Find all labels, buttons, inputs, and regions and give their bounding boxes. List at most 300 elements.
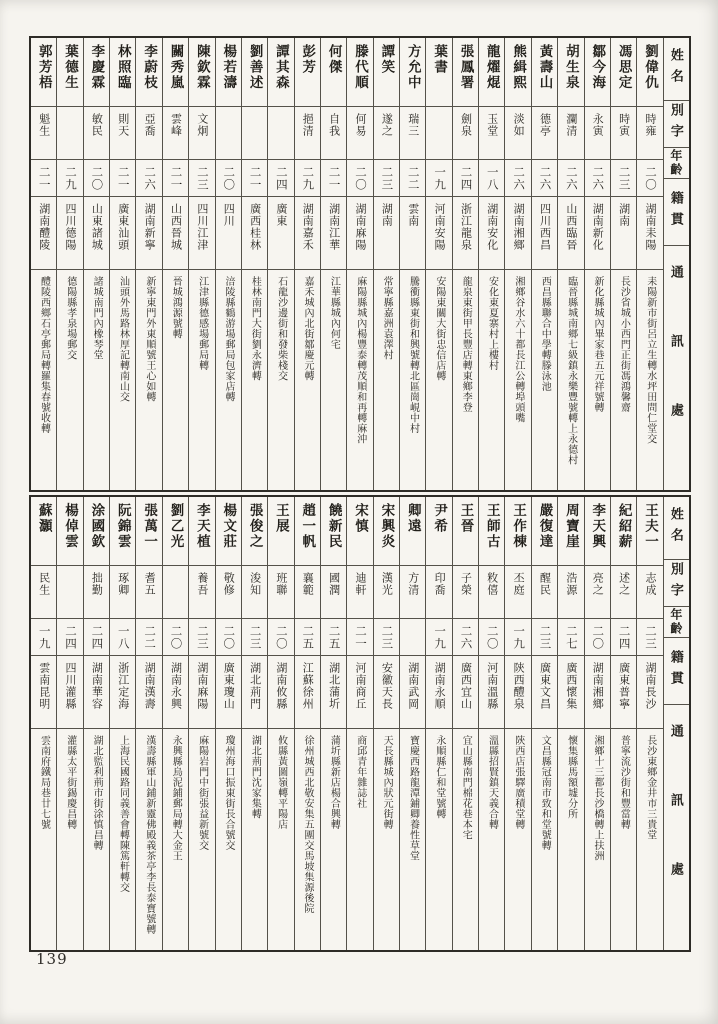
cell-age bbox=[163, 160, 188, 197]
name-text: 鄒今海 bbox=[590, 44, 606, 91]
addr-text: 新化縣城內畢家巷五元祥號轉 bbox=[591, 276, 603, 413]
person-column bbox=[215, 497, 241, 950]
cell-zi bbox=[321, 107, 346, 160]
row-header-label: 通訊處 bbox=[668, 264, 684, 472]
cell-name bbox=[374, 497, 399, 566]
row-header-cell-zi bbox=[664, 101, 689, 148]
person-column bbox=[610, 497, 636, 950]
cell-name bbox=[242, 497, 267, 566]
addr-text: 石龍沙邊街和發柴棧交 bbox=[275, 276, 287, 381]
cell-addr bbox=[84, 270, 109, 490]
age-text: 二四 bbox=[617, 625, 630, 650]
native-text: 湖南麻陽 bbox=[195, 662, 208, 710]
cell-native bbox=[479, 197, 504, 270]
cell-native bbox=[426, 656, 451, 729]
age-text: 二六 bbox=[512, 166, 525, 191]
age-text: 二〇 bbox=[591, 625, 604, 650]
cell-age bbox=[532, 619, 557, 656]
cell-addr bbox=[426, 270, 451, 490]
row-header-cell-addr bbox=[664, 246, 689, 490]
cell-age bbox=[374, 619, 399, 656]
cell-addr bbox=[453, 270, 478, 490]
addr-text: 常寧縣嘉洲袁澤村 bbox=[381, 276, 393, 360]
age-text: 一九 bbox=[512, 625, 525, 650]
addr-text: 陝西店張驛廣積堂轉 bbox=[512, 735, 524, 830]
zi-text: 何易 bbox=[354, 113, 366, 137]
cell-name bbox=[216, 497, 241, 566]
cell-zi bbox=[637, 566, 662, 619]
cell-zi bbox=[347, 566, 372, 619]
cell-addr bbox=[426, 729, 451, 950]
cell-name bbox=[611, 497, 636, 566]
cell-age bbox=[400, 619, 425, 656]
cell-zi bbox=[216, 107, 241, 160]
row-header-cell-name bbox=[664, 38, 689, 101]
cell-zi bbox=[163, 107, 188, 160]
addr-text: 湖北監利荊市街涂慎昌轉 bbox=[91, 735, 103, 851]
name-text: 王作棟 bbox=[511, 503, 527, 550]
person-column bbox=[188, 497, 214, 950]
cell-zi bbox=[321, 566, 346, 619]
name-text: 彭芳 bbox=[300, 44, 316, 75]
age-text: 二〇 bbox=[90, 166, 103, 191]
native-text: 湖南湘鄉 bbox=[512, 203, 525, 251]
native-text: 湖南麻陽 bbox=[354, 203, 366, 251]
addr-text: 徐州城西北敬安集五團交馬坡集源後院 bbox=[302, 735, 314, 914]
cell-name bbox=[136, 38, 161, 107]
native-text: 廣東文昌 bbox=[538, 662, 551, 710]
zi-text: 魁生 bbox=[37, 113, 50, 137]
addr-text: 文昌縣冠南市致和堂號轉 bbox=[539, 735, 551, 851]
row-header-column bbox=[663, 497, 689, 950]
person-column bbox=[399, 497, 425, 950]
cell-addr bbox=[136, 729, 161, 950]
cell-native bbox=[453, 656, 478, 729]
age-text: 二〇 bbox=[354, 166, 366, 191]
zi-text: 國潤 bbox=[327, 572, 340, 596]
addr-text: 汕頭外馬路林厚記轉南山交 bbox=[117, 276, 129, 402]
cell-age bbox=[347, 619, 372, 656]
person-column bbox=[557, 497, 583, 950]
cell-addr bbox=[321, 270, 346, 490]
name-text: 蘇灝 bbox=[36, 503, 52, 534]
age-text: 二一 bbox=[169, 166, 182, 191]
name-text: 李天興 bbox=[590, 503, 606, 550]
person-column bbox=[346, 38, 372, 490]
zi-text: 浩源 bbox=[564, 572, 577, 596]
cell-age bbox=[637, 619, 662, 656]
person-column bbox=[215, 38, 241, 490]
cell-addr bbox=[532, 729, 557, 950]
age-text: 二七 bbox=[564, 625, 577, 650]
name-text: 龍燿焜 bbox=[484, 44, 500, 91]
cell-age bbox=[268, 160, 293, 197]
cell-name bbox=[110, 38, 135, 107]
cell-age bbox=[295, 160, 320, 197]
cell-age bbox=[347, 160, 372, 197]
person-column bbox=[452, 38, 478, 490]
addr-text: 醴陵西鄉石亭郵局轉羅集春號收轉 bbox=[38, 276, 50, 434]
cell-zi bbox=[189, 107, 214, 160]
row-header-cell-name bbox=[664, 497, 689, 560]
cell-native bbox=[295, 656, 320, 729]
name-text: 趙一帆 bbox=[300, 503, 316, 550]
cell-age bbox=[242, 619, 267, 656]
age-text: 二四 bbox=[64, 625, 77, 650]
native-text: 浙江定海 bbox=[116, 662, 129, 710]
native-text: 雲南 bbox=[406, 203, 419, 227]
row-header-cell-native bbox=[664, 179, 689, 246]
name-text: 譚笑 bbox=[379, 44, 395, 75]
person-column bbox=[425, 38, 451, 490]
addr-text: 蒲圻縣新店楊合興轉 bbox=[328, 735, 340, 830]
native-text: 湖北荊門 bbox=[248, 662, 261, 710]
cell-zi bbox=[347, 107, 372, 160]
name-text: 張萬一 bbox=[142, 503, 158, 550]
name-text: 李天植 bbox=[194, 503, 210, 550]
cell-native bbox=[57, 197, 82, 270]
addr-text: 臨晉縣城南鄉七級鎮永樂豐號轉上永德村 bbox=[565, 276, 577, 465]
age-text: 一九 bbox=[37, 625, 50, 650]
cell-zi bbox=[400, 107, 425, 160]
cell-age bbox=[216, 160, 241, 197]
age-text: 二六 bbox=[143, 166, 156, 191]
zi-text: 班聯 bbox=[274, 572, 287, 596]
row-header-label: 別字 bbox=[668, 562, 684, 604]
cell-native bbox=[321, 656, 346, 729]
addr-text: 上海民國路同義善會轉陳篤軒轉交 bbox=[117, 735, 129, 893]
addr-text: 安陽東關大街忠信店轉 bbox=[433, 276, 445, 381]
cell-native bbox=[136, 656, 161, 729]
addr-text: 雲南府鐵局巷廿七號 bbox=[38, 735, 50, 830]
cell-addr bbox=[611, 729, 636, 950]
cell-name bbox=[84, 497, 109, 566]
cell-age bbox=[57, 160, 82, 197]
age-text: 二九 bbox=[64, 166, 77, 191]
cell-native bbox=[558, 197, 583, 270]
zi-text: 亮之 bbox=[591, 572, 604, 596]
addr-text: 耒陽新市街呂立生轉水坪田問仁堂交 bbox=[644, 276, 656, 444]
name-text: 涂國欽 bbox=[89, 503, 105, 550]
addr-text: 麻陽縣城內楊豐泰轉茂順和再轉麻沖 bbox=[354, 276, 366, 444]
cell-native bbox=[216, 656, 241, 729]
person-column bbox=[267, 497, 293, 950]
addr-text: 江華縣城內何宅 bbox=[328, 276, 340, 350]
cell-addr bbox=[374, 729, 399, 950]
native-text: 四川 bbox=[222, 203, 235, 227]
zi-text: 瑞三 bbox=[406, 113, 419, 137]
name-text: 譚其森 bbox=[273, 44, 289, 91]
cell-zi bbox=[268, 566, 293, 619]
cell-age bbox=[479, 619, 504, 656]
cell-native bbox=[110, 197, 135, 270]
zi-text: 浚知 bbox=[248, 572, 261, 596]
cell-zi bbox=[57, 107, 82, 160]
age-text: 二二 bbox=[143, 625, 156, 650]
addr-text: 長沙省城小西門正街馮鴻馨齋 bbox=[618, 276, 630, 413]
person-column bbox=[241, 497, 267, 950]
cell-zi bbox=[532, 566, 557, 619]
cell-name bbox=[31, 38, 56, 107]
name-text: 何傑 bbox=[326, 44, 342, 75]
addr-text: 天長縣城內狀元街轉 bbox=[381, 735, 393, 830]
cell-zi bbox=[216, 566, 241, 619]
cell-age bbox=[189, 619, 214, 656]
cell-addr bbox=[637, 729, 662, 950]
cell-zi bbox=[558, 107, 583, 160]
cell-zi bbox=[400, 566, 425, 619]
native-text: 山西臨晉 bbox=[564, 203, 577, 251]
zi-text: 醒民 bbox=[538, 572, 551, 596]
cell-zi bbox=[242, 107, 267, 160]
addr-text: 瓊州海口振東街長合號交 bbox=[222, 735, 234, 851]
cell-native bbox=[426, 197, 451, 270]
person-column bbox=[373, 497, 399, 950]
zi-text: 敏民 bbox=[90, 113, 103, 137]
addr-text: 宜山縣南門棉花巷本宅 bbox=[460, 735, 472, 840]
name-text: 周寶崖 bbox=[563, 503, 579, 550]
native-text: 廣東 bbox=[274, 203, 287, 227]
person-column bbox=[636, 497, 662, 950]
cell-addr bbox=[216, 270, 241, 490]
cell-zi bbox=[532, 107, 557, 160]
cell-native bbox=[611, 197, 636, 270]
cell-addr bbox=[453, 729, 478, 950]
cell-name bbox=[558, 38, 583, 107]
cell-native bbox=[31, 656, 56, 729]
name-text: 劉善述 bbox=[247, 44, 263, 91]
cell-name bbox=[374, 38, 399, 107]
age-text: 二六 bbox=[591, 166, 604, 191]
addr-text: 龍泉東街甲長豐店轉東鄉李登 bbox=[460, 276, 472, 413]
person-column bbox=[294, 38, 320, 490]
addr-text: 江津縣德感場郵局轉 bbox=[196, 276, 208, 371]
cell-name bbox=[347, 38, 372, 107]
cell-name bbox=[136, 497, 161, 566]
age-text: 二一 bbox=[116, 166, 129, 191]
cell-zi bbox=[374, 566, 399, 619]
native-text: 廣東汕頭 bbox=[116, 203, 129, 251]
cell-native bbox=[400, 197, 425, 270]
cell-zi bbox=[374, 107, 399, 160]
zi-text: 敉僖 bbox=[485, 572, 498, 596]
cell-native bbox=[374, 197, 399, 270]
zi-text: 耆五 bbox=[143, 572, 156, 596]
age-text: 二三 bbox=[538, 625, 551, 650]
cell-name bbox=[558, 497, 583, 566]
cell-native bbox=[558, 656, 583, 729]
row-header-cell-zi bbox=[664, 560, 689, 607]
zi-text: 自我 bbox=[327, 113, 340, 137]
native-text: 湖南攸縣 bbox=[274, 662, 287, 710]
name-text: 宋興炎 bbox=[379, 503, 395, 550]
addr-text: 普寧流沙街和豐當轉 bbox=[618, 735, 630, 830]
name-text: 李慶霖 bbox=[89, 44, 105, 91]
addr-text: 安化東夏寨村上樓村 bbox=[486, 276, 498, 371]
age-text: 二〇 bbox=[485, 625, 498, 650]
name-text: 卿遠 bbox=[405, 503, 421, 534]
native-text: 河南商丘 bbox=[354, 662, 366, 710]
native-text: 浙江龍泉 bbox=[459, 203, 472, 251]
cell-addr bbox=[347, 729, 372, 950]
native-text: 河南溫縣 bbox=[485, 662, 498, 710]
row-header-label: 姓名 bbox=[668, 507, 684, 549]
age-text: 二三 bbox=[643, 625, 656, 650]
person-column bbox=[504, 497, 530, 950]
age-text: 二五 bbox=[327, 625, 340, 650]
cell-zi bbox=[505, 107, 530, 160]
zi-text: 瀾清 bbox=[564, 113, 577, 137]
native-text: 湖南嘉禾 bbox=[301, 203, 314, 251]
age-text: 一九 bbox=[433, 166, 446, 191]
cell-native bbox=[611, 656, 636, 729]
cell-addr bbox=[110, 729, 135, 950]
person-column bbox=[162, 497, 188, 950]
cell-native bbox=[295, 197, 320, 270]
person-column bbox=[584, 497, 610, 950]
zi-text: 方清 bbox=[406, 572, 419, 596]
zi-text: 丕庭 bbox=[512, 572, 525, 596]
age-text: 二一 bbox=[248, 166, 261, 191]
zi-text: 劍泉 bbox=[459, 113, 472, 137]
native-text: 湖南華容 bbox=[90, 662, 103, 710]
cell-zi bbox=[453, 107, 478, 160]
age-text: 二三 bbox=[617, 166, 630, 191]
addr-text: 商邱青年雜誌社 bbox=[354, 735, 366, 809]
native-text: 四川西昌 bbox=[538, 203, 551, 251]
cell-age bbox=[400, 160, 425, 197]
native-text: 山西晉城 bbox=[169, 203, 182, 251]
cell-addr bbox=[505, 270, 530, 490]
row-header-cell-age bbox=[664, 607, 689, 638]
addr-text: 永順縣仁和堂號轉 bbox=[433, 735, 445, 819]
cell-addr bbox=[216, 729, 241, 950]
cell-zi bbox=[558, 566, 583, 619]
cell-name bbox=[400, 38, 425, 107]
native-text: 山東諸城 bbox=[90, 203, 103, 251]
cell-addr bbox=[532, 270, 557, 490]
native-text: 湖南 bbox=[380, 203, 393, 227]
cell-native bbox=[347, 197, 372, 270]
cell-age bbox=[31, 160, 56, 197]
person-column bbox=[373, 38, 399, 490]
cell-addr bbox=[347, 270, 372, 490]
cell-name bbox=[585, 497, 610, 566]
cell-zi bbox=[84, 566, 109, 619]
name-text: 滕代順 bbox=[353, 44, 368, 91]
cell-addr bbox=[295, 270, 320, 490]
cell-zi bbox=[611, 566, 636, 619]
person-column bbox=[531, 38, 557, 490]
addr-text: 晉城鴻源號轉 bbox=[170, 276, 182, 339]
cell-age bbox=[110, 619, 135, 656]
addr-text: 諸城南門內橡琴堂 bbox=[91, 276, 103, 360]
cell-zi bbox=[31, 107, 56, 160]
cell-age bbox=[585, 619, 610, 656]
cell-native bbox=[163, 197, 188, 270]
cell-age bbox=[558, 619, 583, 656]
native-text: 湖南永興 bbox=[169, 662, 182, 710]
age-text: 二三 bbox=[380, 166, 393, 191]
row-header-label: 姓名 bbox=[668, 48, 684, 90]
name-text: 楊文莊 bbox=[221, 503, 237, 550]
age-text: 一八 bbox=[485, 166, 498, 191]
cell-name bbox=[347, 497, 372, 566]
cell-name bbox=[321, 497, 346, 566]
cell-name bbox=[242, 38, 267, 107]
cell-addr bbox=[189, 729, 214, 950]
cell-age bbox=[585, 160, 610, 197]
cell-zi bbox=[295, 107, 320, 160]
native-text: 廣西宜山 bbox=[459, 662, 472, 710]
age-text: 二三 bbox=[248, 625, 261, 650]
age-text: 二三 bbox=[195, 625, 208, 650]
cell-addr bbox=[374, 270, 399, 490]
addr-text: 灌縣太平街錫慶昌轉 bbox=[64, 735, 76, 830]
cell-native bbox=[57, 656, 82, 729]
name-text: 王夫一 bbox=[642, 503, 658, 550]
native-text: 湖南耒陽 bbox=[643, 203, 656, 251]
cell-name bbox=[321, 38, 346, 107]
name-text: 林照臨 bbox=[115, 44, 131, 91]
cell-zi bbox=[110, 107, 135, 160]
person-column bbox=[610, 38, 636, 490]
name-text: 李蔚枝 bbox=[142, 44, 158, 91]
cell-name bbox=[532, 497, 557, 566]
cell-addr bbox=[479, 270, 504, 490]
cell-native bbox=[136, 197, 161, 270]
cell-name bbox=[110, 497, 135, 566]
native-text: 陝西醴泉 bbox=[512, 662, 525, 710]
cell-zi bbox=[611, 107, 636, 160]
name-text: 阮錦雲 bbox=[115, 503, 131, 550]
native-text: 湖南 bbox=[617, 203, 630, 227]
cell-name bbox=[163, 38, 188, 107]
zi-text: 琢卿 bbox=[116, 572, 129, 596]
cell-name bbox=[268, 38, 293, 107]
cell-native bbox=[268, 197, 293, 270]
cell-zi bbox=[479, 566, 504, 619]
cell-name bbox=[295, 497, 320, 566]
cell-name bbox=[57, 497, 82, 566]
cell-age bbox=[84, 160, 109, 197]
cell-addr bbox=[585, 270, 610, 490]
zi-text: 遂之 bbox=[380, 113, 393, 137]
cell-native bbox=[637, 197, 662, 270]
zi-text: 拙勤 bbox=[90, 572, 103, 596]
cell-name bbox=[84, 38, 109, 107]
cell-zi bbox=[426, 566, 451, 619]
cell-addr bbox=[479, 729, 504, 950]
cell-native bbox=[347, 656, 372, 729]
cell-native bbox=[110, 656, 135, 729]
cell-name bbox=[31, 497, 56, 566]
name-text: 尹希 bbox=[432, 503, 448, 534]
name-text: 張俊之 bbox=[247, 503, 263, 550]
name-text: 紀紹薪 bbox=[616, 503, 632, 550]
zi-text: 養吾 bbox=[195, 572, 208, 596]
name-text: 葉書 bbox=[432, 44, 448, 75]
cell-age bbox=[426, 619, 451, 656]
name-text: 宋慎 bbox=[353, 503, 368, 534]
person-column bbox=[584, 38, 610, 490]
person-column bbox=[478, 497, 504, 950]
age-text: 一九 bbox=[433, 625, 446, 650]
row-header-label: 籍貫 bbox=[668, 650, 684, 692]
cell-addr bbox=[400, 270, 425, 490]
person-column bbox=[241, 38, 267, 490]
zi-text: 述之 bbox=[617, 572, 630, 596]
